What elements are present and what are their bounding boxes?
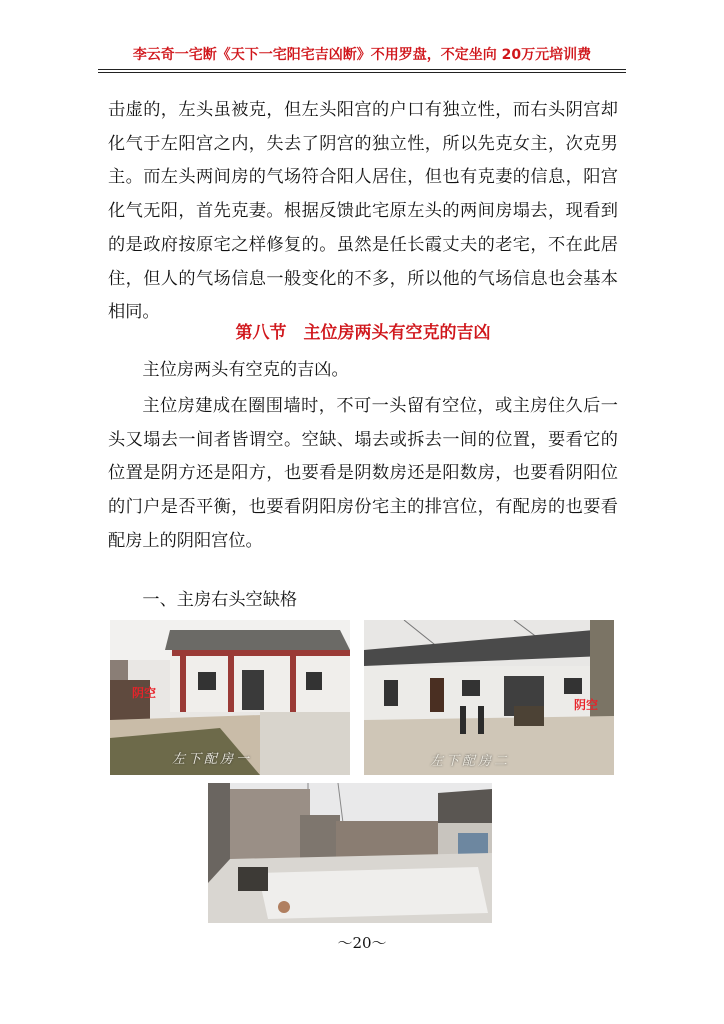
photo-2-tag: 阴空: [574, 698, 599, 712]
photo-left-wing-2: [364, 620, 614, 775]
photo-2-caption: 左下配房二: [430, 754, 511, 769]
photo-1-tag: 阴空: [132, 686, 157, 700]
photo-courtyard: [208, 783, 492, 923]
page-number: ～20～: [337, 934, 387, 952]
photo-1-caption: 左下配房一: [172, 752, 253, 767]
page-header-title: 李云奇一宅断《天下一宅阳宅吉凶断》不用罗盘，不定坐向 20万元培训费: [132, 47, 592, 63]
subheading: 一、主房右头空缺格: [142, 590, 298, 610]
header-rule: [98, 69, 626, 73]
section-body: 主位房建成在圈围墙时，不可一头留有空位，或主房住久后一头又塌去一间者皆谓空。空缺、塌去或拆去一间的位置，要看它的位置是阴方还是阳方，也要看是阴数房还是阳数房，也要看阴阳位的门户是否平衡，也要看阴阳房份宅主的排宫位，有配房的也要看配房上的阴阳宫位。: [108, 396, 618, 551]
section-heading: 第八节 主位房两头有空克的吉凶: [235, 323, 491, 343]
section-intro: 主位房两头有空克的吉凶。: [142, 360, 349, 380]
body-paragraph-1: 击虚的，左头虽被克，但左头阳宫的户口有独立性，而右头阴宫却化气于左阳宫之内，失去了阴宫的独立性，所以先克女主，次克男主。而左头两间房的气场符合阳人居住，但也有克妻的信息，阳宫化气无阳，首先克妻。根据反馈此宅原左头的两间房塌去，现看到的是政府按原宅之样修复的。虽然是任长霞丈夫的老宅，不在此居住，但人的气场信息一般变化的不多，所以他的气场信息也会基本相同。: [108, 100, 618, 323]
photo-left-wing-1: [110, 620, 350, 775]
